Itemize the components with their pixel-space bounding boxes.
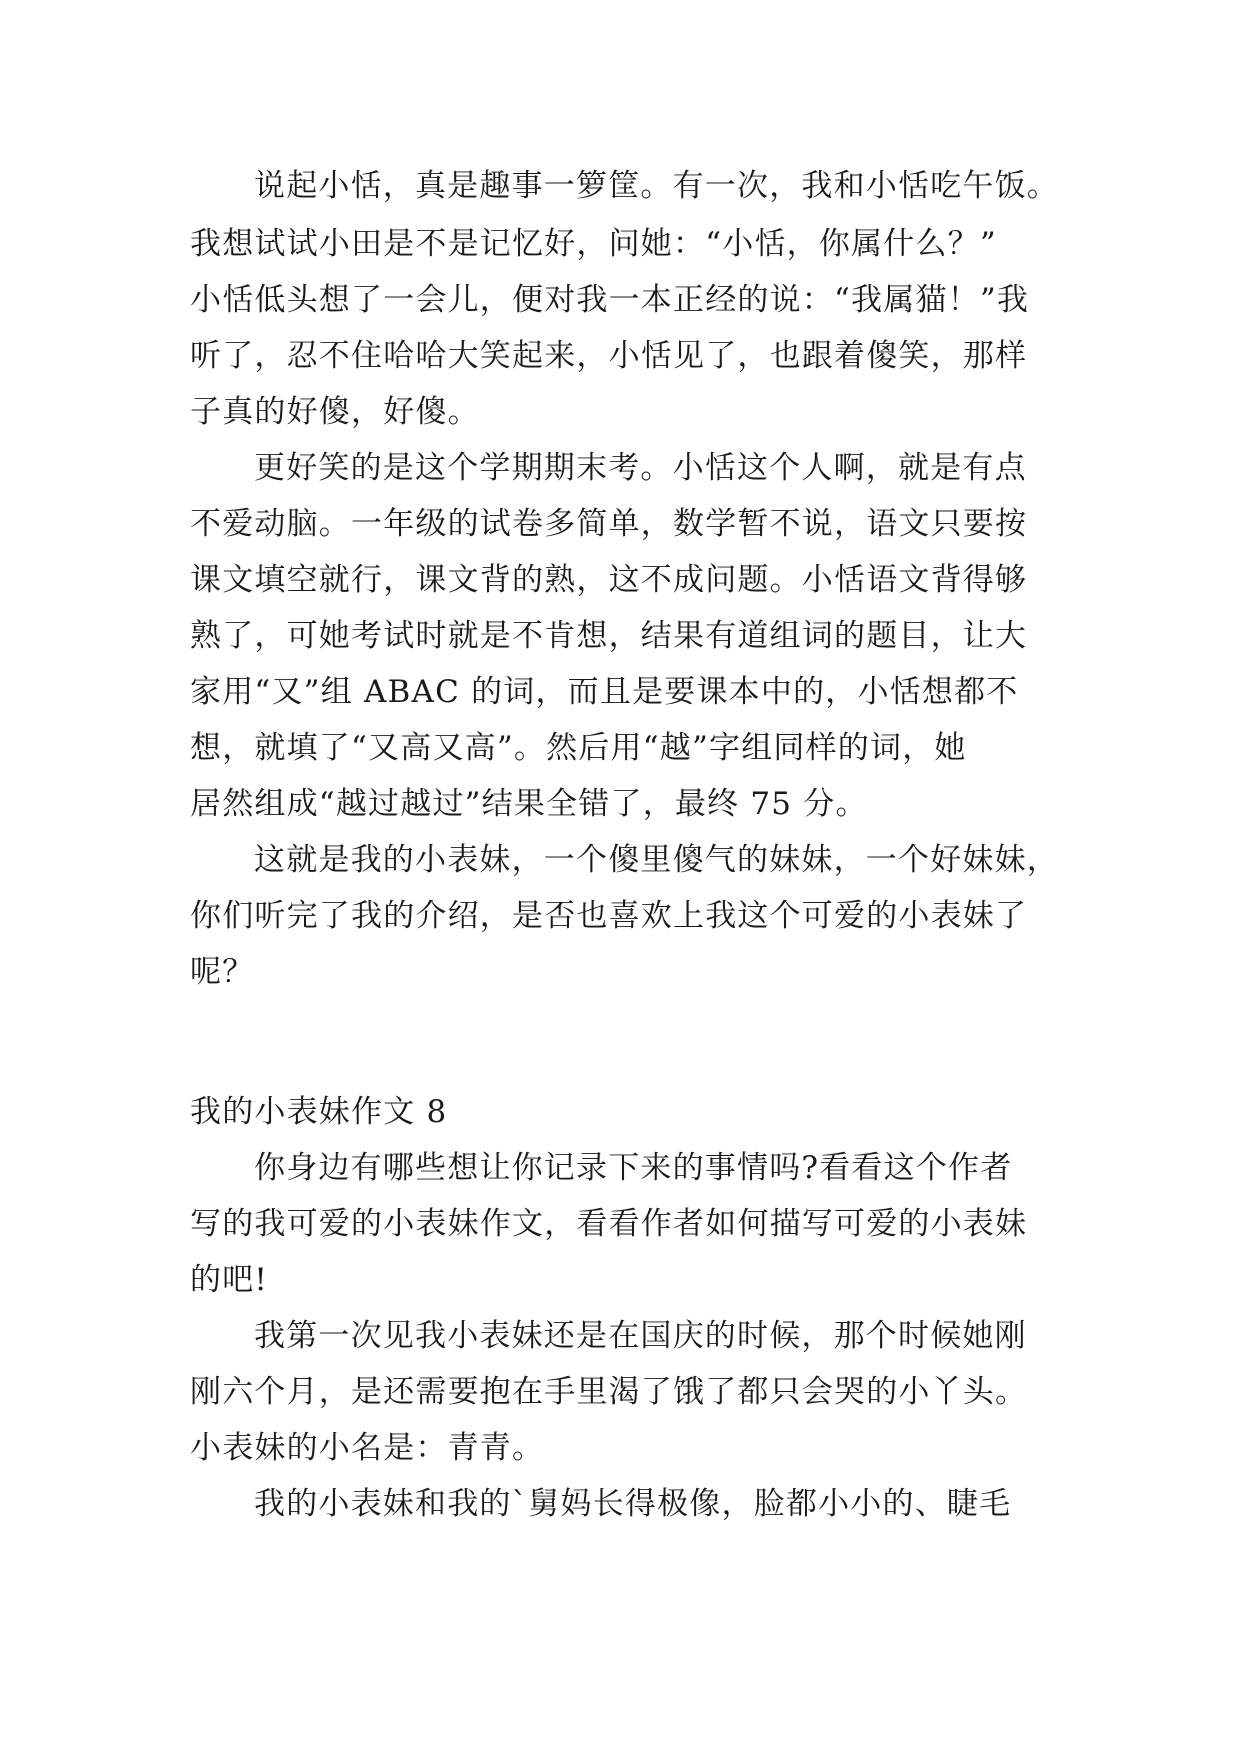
- paragraph-line: 的吧!: [190, 1262, 269, 1298]
- paragraph-line: 刚六个月，是还需要抱在手里渴了饿了都只会哭的小丫头。: [190, 1374, 1028, 1410]
- paragraph-line: 你身边有哪些想让你记录下来的事情吗?看看这个作者: [254, 1150, 1013, 1186]
- paragraph-line: 课文填空就行，课文背的熟，这不成问题。小恬语文背得够: [190, 562, 1028, 598]
- paragraph-line: 小表妹的小名是：青青。: [190, 1430, 545, 1466]
- paragraph-line: 我的小表妹和我的`舅妈长得极像，脸都小小的、睫毛: [254, 1486, 1012, 1522]
- paragraph-line: 我第一次见我小表妹还是在国庆的时候，那个时候她刚: [254, 1318, 1027, 1354]
- section-heading: 我的小表妹作文 8: [190, 1094, 448, 1130]
- paragraph-line: 这就是我的小表妹，一个傻里傻气的妹妹，一个好妹妹，: [254, 842, 1059, 878]
- paragraph-line: 写的我可爱的小表妹作文，看看作者如何描写可爱的小表妹: [190, 1206, 1028, 1242]
- paragraph-line: 居然组成“越过越过”结果全错了，最终 75 分。: [190, 786, 868, 822]
- paragraph-line: 更好笑的是这个学期期末考。小恬这个人啊，就是有点: [254, 450, 1027, 486]
- paragraph-line: 说起小恬，真是趣事一箩筐。有一次，我和小恬吃午饭。: [254, 168, 1059, 204]
- paragraph-line: 听了，忍不住哈哈大笑起来，小恬见了，也跟着傻笑，那样: [190, 338, 1028, 374]
- paragraph-line: 子真的好傻，好傻。: [190, 394, 480, 430]
- paragraph-line: 小恬低头想了一会儿，便对我一本正经的说：“我属猫！”我: [190, 282, 1030, 318]
- paragraph-line: 熟了，可她考试时就是不肯想，结果有道组词的题目，让大: [190, 618, 1028, 654]
- paragraph-line: 你们听完了我的介绍，是否也喜欢上我这个可爱的小表妹了: [190, 898, 1028, 934]
- paragraph-line: 家用“又”组 ABAC 的词，而且是要课本中的，小恬想都不: [190, 674, 1019, 710]
- paragraph-line: 我想试试小田是不是记忆好，问她：“小恬，你属什么？”: [190, 226, 997, 262]
- paragraph-line: 呢？: [190, 954, 255, 990]
- paragraph-line: 不爱动脑。一年级的试卷多简单，数学暂不说，语文只要按: [190, 506, 1028, 542]
- paragraph-line: 想，就填了“又高又高”。然后用“越”字组同样的词，她: [190, 730, 967, 766]
